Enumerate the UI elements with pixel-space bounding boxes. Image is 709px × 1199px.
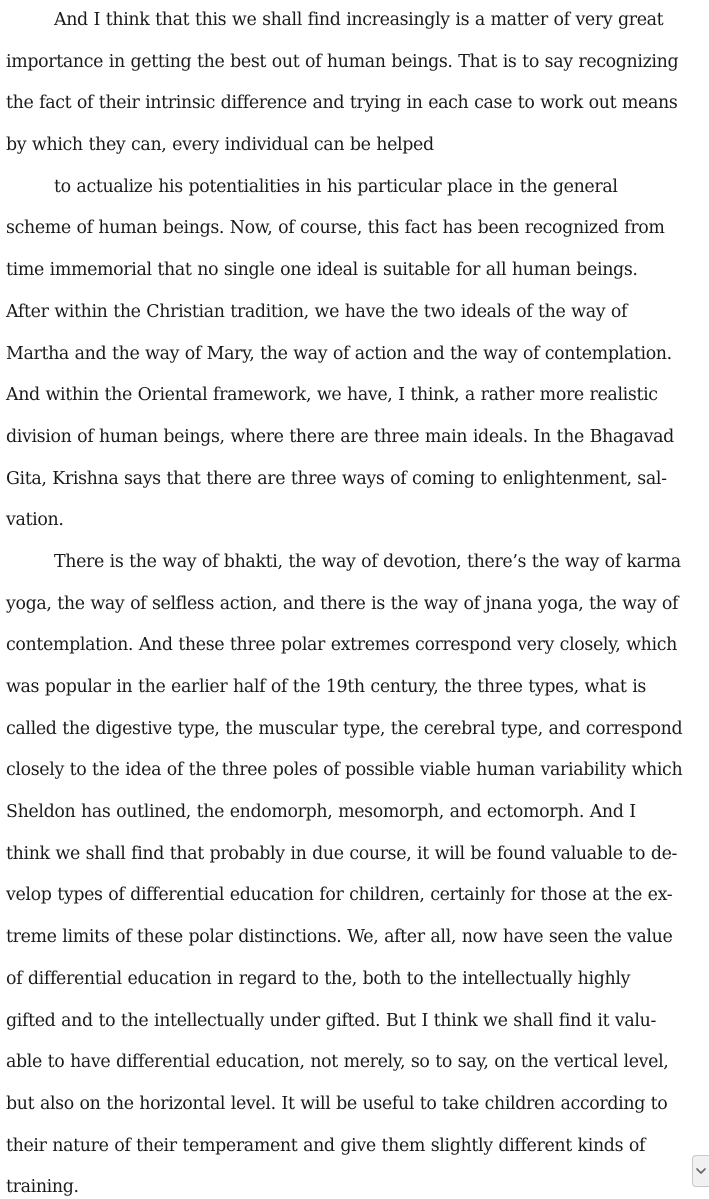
text-line: gifted and to the intellectually under gifted. But I think we shall find it valu- — [6, 1010, 656, 1031]
text-line: Martha and the way of Mary, the way of action and the way of contemplation. — [6, 343, 672, 364]
text-line: importance in getting the best out of human beings. That is to say recognizing — [6, 51, 679, 72]
text-line: by which they can, every individual can be helped — [6, 135, 434, 156]
text-line: but also on the horizontal level. It will be useful to take children according to — [6, 1093, 668, 1114]
text-line: closely to the idea of the three poles of possible viable human variability which — [6, 760, 683, 781]
text-line: Sheldon has outlined, the endomorph, mesomorph, and ectomorph. And I — [6, 802, 636, 823]
text-line: called the digestive type, the muscular type, the cerebral type, and correspond — [6, 718, 683, 739]
text-line: was popular in the earlier half of the 19th century, the three types, what is — [6, 677, 646, 697]
text-line: After within the Christian tradition, we have the two ideals of the way of — [6, 301, 628, 322]
chevron-down-icon — [696, 1167, 706, 1175]
text-line: contemplation. And these three polar extremes correspond very closely, which — [6, 635, 677, 656]
text-line: division of human beings, where there are three main ideals. In the Bhagavad — [6, 426, 674, 447]
text-line: vation. — [6, 510, 64, 531]
text-line: of differential education in regard to the, both to the intellectually highly — [6, 968, 631, 989]
text-line: treme limits of these polar distinctions. We, after all, now have seen the value — [6, 927, 673, 948]
text-line: scheme of human beings. Now, of course, this fact has been recognized from — [6, 218, 665, 239]
text-line: training. — [6, 1177, 79, 1198]
text-line: Gita, Krishna says that there are three ways of coming to enlightenment, sal- — [6, 468, 667, 489]
text-line: to actualize his potentialities in his particular place in the general — [54, 176, 618, 197]
scroll-down-button[interactable] — [692, 1155, 709, 1187]
text-line: the fact of their intrinsic difference and trying in each case to work out means — [6, 93, 678, 114]
text-body — [6, 0, 706, 1199]
text-line: And within the Oriental framework, we have, I think, a rather more realistic — [6, 385, 658, 406]
text-line: yoga, the way of selfless action, and there is the way of jnana yoga, the way of — [6, 593, 679, 614]
text-line: velop types of differential education for children, certainly for those at the ex- — [6, 885, 673, 906]
text-line: There is the way of bhakti, the way of devotion, there’s the way of karma — [54, 551, 681, 572]
text-line: time immemorial that no single one ideal is suitable for all human beings. — [6, 260, 638, 281]
text-line: And I think that this we shall find increasingly is a matter of very great — [54, 10, 664, 30]
text-line: think we shall find that probably in due course, it will be found valuable to de- — [6, 843, 678, 864]
text-line: able to have differential education, not merely, so to say, on the vertical level, — [6, 1052, 669, 1073]
text-line: their nature of their temperament and give them slightly different kinds of — [6, 1135, 646, 1156]
